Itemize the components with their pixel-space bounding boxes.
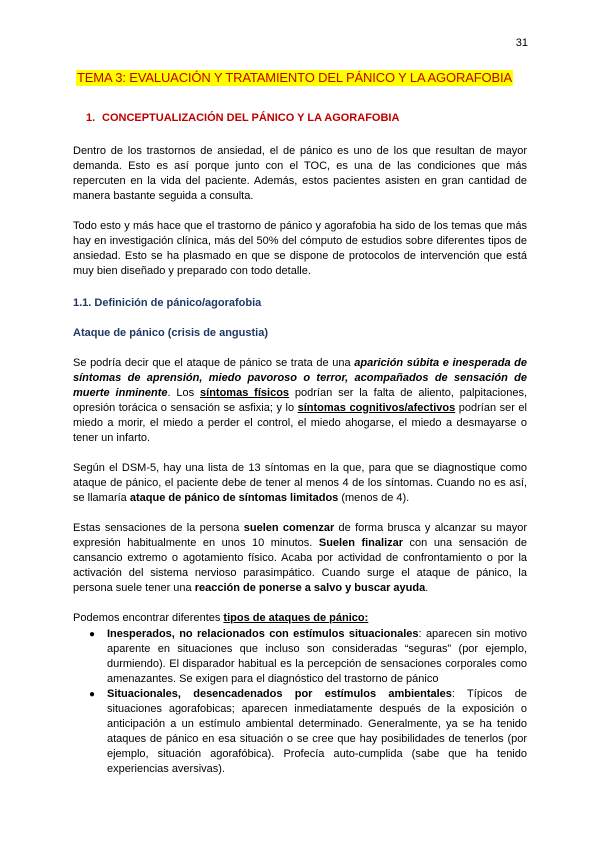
subsubsection-heading: Ataque de pánico (crisis de angustia) <box>73 327 268 339</box>
types-term: tipos de ataques de pánico: <box>223 612 369 624</box>
subsection-heading: 1.1. Definición de pánico/agorafobia <box>73 297 262 309</box>
text-run: podrían ser la falta de aliento, palpitaciones, opresión torácica o sensación se asfixia; y lo <box>73 387 528 414</box>
cognitive-symptoms-term: síntomas cognitivos/afectivos <box>297 402 456 414</box>
physical-symptoms-term: síntomas físicos <box>200 387 290 399</box>
panic-types-list <box>73 627 527 777</box>
text-run: de forma brusca y alcanzar su mayor expresión habitualmente en unos 10 minutos. <box>73 522 527 549</box>
list-item-title: Inesperados, no relacionados con estímulos situacionales <box>107 628 419 640</box>
text-run: . Los <box>167 387 201 399</box>
text-run: Se podría decir que el ataque de pánico se trata de una <box>73 357 355 369</box>
text-run: Según el DSM-5, hay una lista de 13 síntomas en la que, para que se diagnostique como ataque de pánico, el paciente debe de tener al menos 4 de los síntomas. Cuando no es así, se llamaría <box>73 462 527 504</box>
bold-term: Suelen finalizar <box>318 537 404 549</box>
page-number: 31 <box>515 37 528 49</box>
definition-paragraph <box>73 356 527 446</box>
text-run: Podemos encontrar diferentes <box>73 612 224 624</box>
list-item-text: : Típicos de situaciones agorafobicas; aparecen inmediatamente después de la exposición o anticipación a un estímulo ambiental determinado. Generalmente, ya se ha tenido ataques de pánico en esa situación o se cree que hay posibilidades de tenerlos (por ejemplo, situación agorafóbica). Profecía auto-cumplida (sabe que ha tenido experiencias aversivas). <box>107 688 527 775</box>
text-run: (menos de 4). <box>338 492 410 504</box>
list-item <box>73 627 527 687</box>
intro-paragraph-2: Todo esto y más hace que el trastorno de pánico y agorafobia ha sido de los temas que más hay en investigación clínica, más del 50% del cómputo de estudios sobre diferentes tipos de ansiedad. Esto se ha plasmado en que se dispone de protocolos de intervención que está muy bien diseñado y preparado con todo detalle. <box>73 220 527 277</box>
list-item-text: : aparecen sin motivo aparente en situaciones que incluso son consideradas “seguras” (por ejemplo, durmiendo). El disparador habitual es la percepción de sensaciones corporales como amenazantes. Se exigen para el diagnóstico del trastorno de pánico <box>107 628 527 685</box>
text-run: Estas sensaciones de la persona <box>73 522 244 534</box>
limited-symptoms-term: ataque de pánico de síntomas limitados <box>129 492 339 504</box>
types-intro <box>73 611 527 626</box>
intro-paragraph-1: Dentro de los trastornos de ansiedad, el de pánico es uno de los que resultan de mayor demanda. Esto es así porque junto con el TOC, es una de las condiciones que más repercuten en la vida del paciente. Además, estos pacientes asisten en gran cantidad de manera bastante seguida a consulta. <box>73 145 527 202</box>
text-run: podrían ser el miedo a morir, el miedo a perder el control, el miedo ahogarse, el miedo a desmayarse o tener un infarto. <box>73 402 527 444</box>
text-run: con una sensación de cansancio extremo o agotamiento físico. Acaba por actividad de confrontamiento o por la activación del sistema nervioso parasimpático. Cuando surge el ataque de pánico, la persona suele tener una <box>73 537 527 594</box>
dsm5-paragraph <box>73 461 527 506</box>
text-run: . <box>425 582 429 594</box>
emphasis-text: aparición súbita e inesperada de síntomas de aprensión, miedo pavoroso o terror, acompañados de sensación de muerte inminente <box>73 357 528 399</box>
onset-paragraph <box>73 521 527 596</box>
bold-term: reacción de ponerse a salvo y buscar ayuda <box>194 582 426 594</box>
bold-term: suelen comenzar <box>243 522 335 534</box>
section-number: 1. <box>86 112 96 124</box>
section-heading <box>86 111 527 126</box>
section-title: CONCEPTUALIZACIÓN DEL PÁNICO Y LA AGORAFOBIA <box>102 112 400 124</box>
document-title: TEMA 3: EVALUACIÓN Y TRATAMIENTO DEL PÁNICO Y LA AGORAFOBIA <box>77 70 512 85</box>
bullet-icon: ● <box>89 629 96 640</box>
list-item <box>73 687 527 777</box>
list-item-title: Situacionales, desencadenados por estímulos ambientales <box>107 688 452 700</box>
bullet-icon: ● <box>89 689 96 700</box>
document-body <box>73 70 527 777</box>
